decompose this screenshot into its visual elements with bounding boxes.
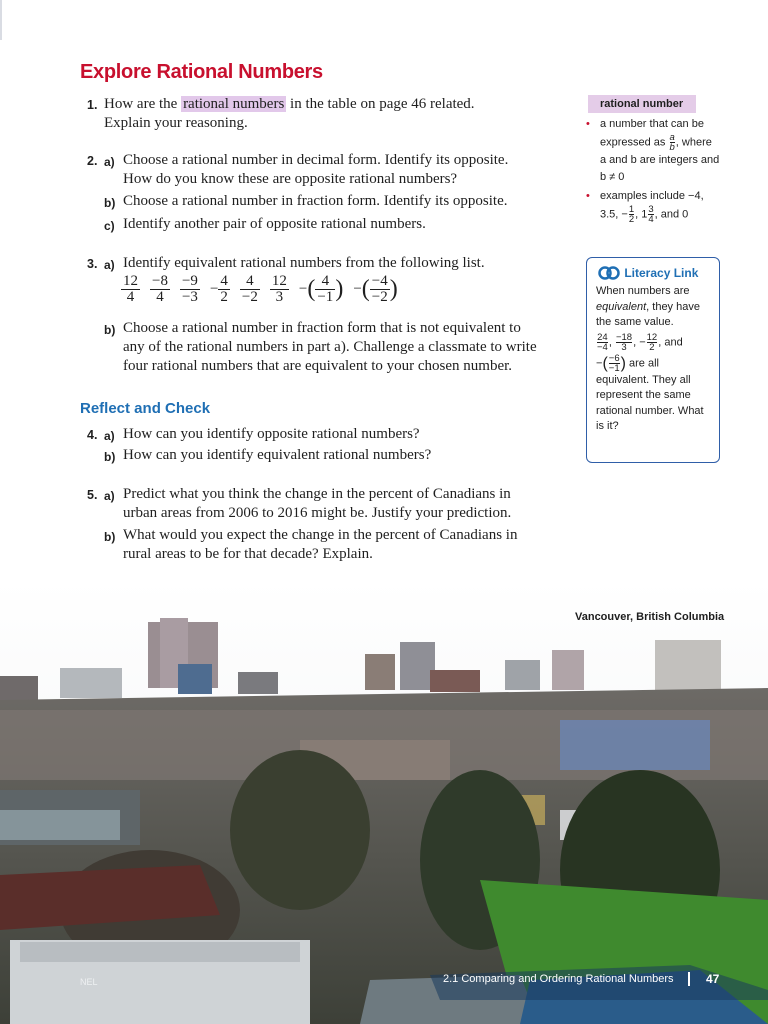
fraction	[270, 274, 289, 305]
glossary-text: expressed as	[600, 136, 666, 149]
fraction	[315, 274, 335, 305]
reflect-heading: Reflect and Check	[80, 400, 211, 417]
fraction	[180, 274, 200, 305]
glossary-text: a number that can be	[600, 118, 704, 130]
fraction	[218, 274, 230, 305]
denominator: −2	[241, 289, 258, 305]
question-number: 1.	[87, 98, 98, 112]
q2b-text: Choose a rational number in fraction form. Identify its opposite.	[123, 193, 508, 209]
fraction-item	[270, 273, 289, 305]
numerator: 12	[123, 273, 138, 289]
q1-line1	[104, 95, 475, 114]
q5b-line1: What would you expect the change in the percent of Canadians in	[123, 527, 518, 543]
bullet-icon: •	[586, 118, 590, 130]
part-label: b)	[104, 450, 116, 464]
literacy-link-title: Literacy Link	[624, 266, 699, 280]
denominator: −1	[317, 289, 334, 305]
q5b-line2: rural areas to be for that decade? Explain.	[123, 546, 373, 562]
minus-sign: −	[298, 280, 308, 297]
q4a-text: How can you identify opposite rational numbers?	[123, 426, 420, 442]
numerator: −6	[608, 352, 620, 364]
chain-link-icon	[597, 266, 621, 280]
footer-divider	[688, 972, 690, 986]
city-skyline-image	[0, 580, 768, 1024]
fraction	[240, 274, 260, 305]
numerator: 12	[646, 331, 658, 343]
glossary-text: examples include −4,	[600, 190, 704, 202]
fraction-item	[209, 273, 230, 305]
vancouver-city-photo	[0, 580, 768, 1024]
numerator: −9	[181, 273, 198, 289]
q5a-line1: Predict what you think the change in the percent of Canadians in	[123, 486, 511, 502]
numerator: −8	[152, 273, 168, 289]
fraction	[616, 333, 632, 352]
glossary-item	[586, 188, 736, 224]
footer-nel: NEL	[80, 977, 98, 987]
fraction-item	[353, 273, 398, 305]
literacy-text: equivalent, they have	[596, 300, 700, 313]
part-label: c)	[104, 219, 115, 233]
q1-text-post: in the table on page 46 related.	[290, 96, 475, 112]
literacy-link-heading	[597, 266, 698, 282]
numerator: −18	[615, 331, 633, 343]
q2c-text: Identify another pair of opposite rational numbers.	[123, 216, 426, 232]
fraction-item	[150, 273, 170, 305]
part-label: a)	[104, 489, 115, 503]
glossary-text: 3.5, −	[600, 208, 628, 221]
paren-right: )	[389, 276, 398, 302]
literacy-text: equivalent. They all	[596, 373, 691, 386]
fraction	[121, 274, 140, 305]
denominator: −4	[597, 341, 608, 353]
part-label: a)	[104, 258, 115, 272]
q3b-line3: four rational numbers that are equivalent to your chosen number.	[123, 358, 513, 374]
photo-caption: Vancouver, British Columbia	[575, 611, 725, 623]
denominator: 2	[220, 289, 228, 305]
part-label: a)	[104, 429, 115, 443]
numerator: 4	[220, 273, 228, 289]
page-edge-line	[0, 0, 2, 40]
literacy-text: is it?	[596, 420, 619, 432]
literacy-fractions: −( $\frac{-6}{-1}$ ) are all	[596, 352, 659, 374]
part-label: b)	[104, 530, 116, 544]
fraction	[370, 274, 390, 305]
fraction-item	[240, 273, 260, 305]
denominator: 3	[275, 289, 284, 305]
numerator: 4	[240, 274, 260, 290]
glossary-text: , and 0	[654, 208, 689, 221]
denominator: −3	[181, 289, 198, 305]
numerator: 12	[271, 273, 287, 289]
paren-left: (	[307, 276, 316, 302]
fraction-item	[298, 273, 344, 305]
numerator: 24	[597, 331, 608, 343]
fraction	[648, 205, 653, 224]
literacy-text: represent the same	[596, 389, 691, 401]
question-number: 3.	[87, 257, 98, 271]
paren-left: (	[361, 276, 370, 302]
fraction-item	[121, 273, 140, 305]
fraction	[150, 274, 170, 305]
glossary-text: b ≠ 0	[600, 171, 625, 183]
glossary-text: a and b are integers and	[600, 154, 720, 166]
denominator: 2	[628, 214, 635, 225]
paren-right: )	[335, 276, 344, 302]
glossary-title: rational number	[588, 95, 696, 113]
numerator: 3	[648, 204, 654, 215]
numerator: 4	[315, 274, 335, 290]
part-label: b)	[104, 196, 116, 210]
literacy-text: , and	[658, 335, 683, 348]
minus-sign: −	[209, 280, 219, 297]
numerator: a	[669, 132, 675, 143]
page-number: 47	[706, 972, 720, 986]
fraction	[609, 354, 620, 373]
denominator: b	[669, 142, 675, 153]
explore-heading: Explore Rational Numbers	[80, 61, 323, 83]
question-number: 2.	[87, 154, 98, 168]
literacy-text: are all	[629, 356, 659, 369]
fraction	[629, 205, 634, 224]
denominator: −2	[371, 289, 388, 305]
denominator: 4	[156, 289, 164, 305]
numerator: 1	[628, 204, 635, 215]
fraction	[670, 133, 675, 152]
denominator: 4	[648, 214, 654, 225]
q2a-line1: Choose a rational number in decimal form. Identify its opposite.	[123, 152, 509, 168]
fraction-list	[121, 274, 408, 305]
literacy-text: the same value.	[596, 316, 674, 328]
fraction	[597, 333, 608, 352]
glossary-text: , 1	[635, 208, 648, 221]
q3b-line1: Choose a rational number in fraction form that is not equivalent to	[123, 320, 521, 336]
q1-line2: Explain your reasoning.	[104, 115, 248, 131]
q2a-line2: How do you know these are opposite rational numbers?	[123, 171, 458, 187]
glossary-item	[586, 116, 736, 186]
literacy-link-box	[586, 257, 720, 463]
q5a-line2: urban areas from 2006 to 2016 might be. Justify your prediction.	[123, 505, 512, 521]
glossary-definition	[586, 116, 736, 224]
q4b-text: How can you identify equivalent rational numbers?	[123, 447, 432, 463]
part-label: a)	[104, 155, 115, 169]
fraction	[647, 333, 658, 352]
denominator: 3	[621, 341, 627, 353]
part-label: b)	[104, 323, 116, 337]
minus-sign: −	[353, 280, 362, 297]
literacy-fractions: $\frac{24}{-4}$ , $\frac{-18}{3}$ , − $\frac{12}{2}$ , and	[597, 331, 683, 353]
footer-section-title: 2.1 Comparing and Ordering Rational Numbers	[443, 973, 674, 985]
question-number: 5.	[87, 488, 98, 502]
glossary-term-highlight: rational numbers	[183, 96, 285, 112]
glossary-text: , where	[675, 136, 712, 149]
literacy-text: When numbers are	[596, 285, 690, 297]
emphasis-word: equivalent	[596, 300, 647, 313]
denominator: 4	[126, 289, 135, 305]
q1-text-pre: How are the	[104, 96, 178, 112]
question-number: 4.	[87, 428, 98, 442]
literacy-text: rational number. What	[596, 404, 704, 417]
fraction-item	[180, 273, 200, 305]
q3b-line2: any of the rational numbers in part a). Challenge a classmate to write	[123, 339, 537, 355]
bullet-icon: •	[586, 190, 590, 202]
denominator: −1	[608, 362, 620, 374]
denominator: 2	[649, 341, 655, 353]
numerator: −4	[371, 273, 388, 289]
q3a-text: Identify equivalent rational numbers from the following list.	[123, 255, 485, 271]
